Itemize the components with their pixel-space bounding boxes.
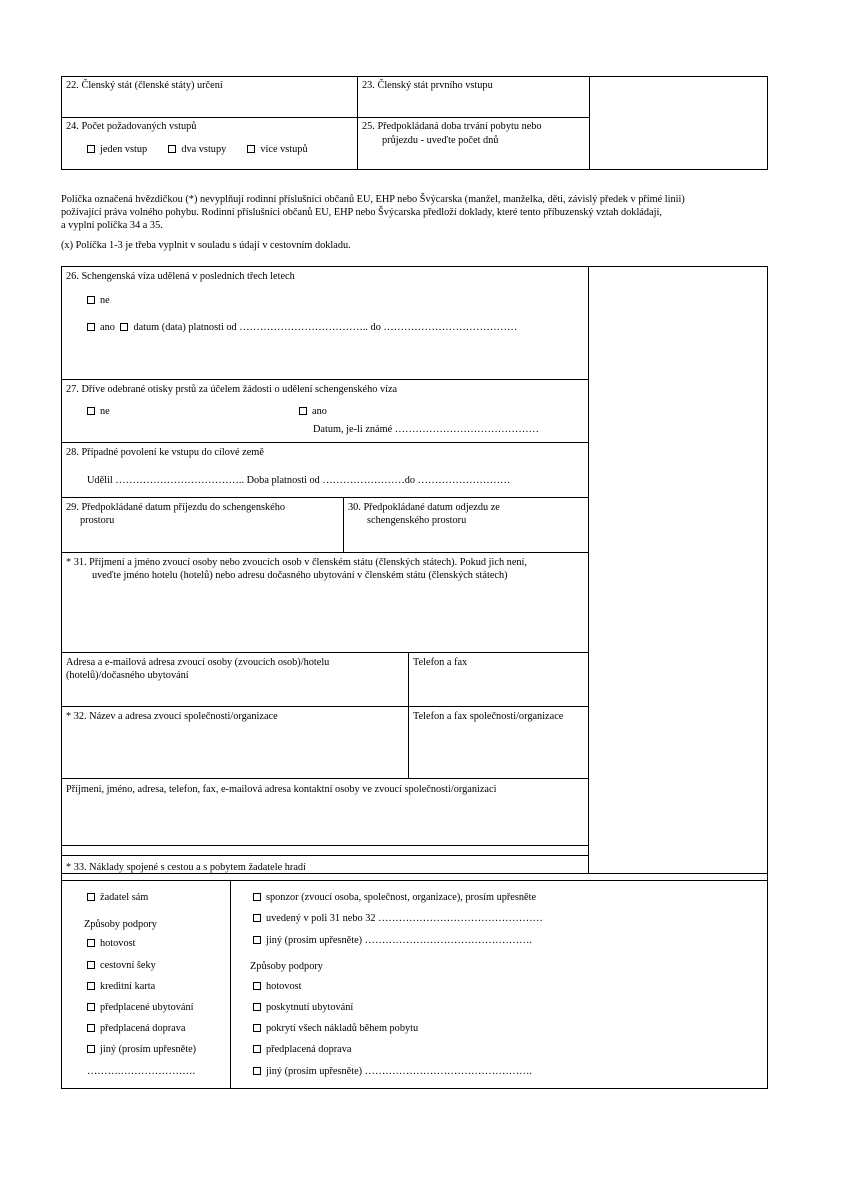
field-27-option-yes[interactable]: ano (299, 405, 327, 419)
field-25-label-line1: 25. Předpokládaná doba trvání pobytu nebo (362, 121, 542, 132)
checkbox[interactable] (87, 939, 95, 947)
field-27-date: Datum, je-li známé …………………………………… (313, 424, 539, 435)
option-multiple-entries[interactable]: více vstupů (247, 144, 307, 155)
table-border (61, 442, 588, 443)
checkbox[interactable] (87, 893, 95, 901)
field-26-label: 26. Schengenská víza udělená v posledních třech letech (66, 271, 295, 282)
field-31-label-line1: * 31. Příjmení a jméno zvoucí osoby nebo zvoucích osob v členském státu (členských státech). Pokud jich není, (66, 557, 527, 568)
table-border (61, 379, 588, 380)
field-24-options (87, 143, 308, 157)
field-25-label-line2: průjezdu - uveďte počet dnů (382, 135, 499, 146)
checkbox[interactable] (87, 961, 95, 969)
checkbox[interactable] (87, 407, 95, 415)
field-33-right-option-cash[interactable]: hotovost (253, 980, 301, 994)
table-border (61, 706, 588, 707)
table-border (61, 497, 588, 498)
checkbox[interactable] (253, 1067, 261, 1075)
field-33-right-option-prepaid-transport[interactable]: předplacená doprava (253, 1043, 351, 1057)
checkbox[interactable] (247, 145, 255, 153)
field-30-label-line2: schengenského prostoru (367, 515, 467, 526)
field-33-right-option-accommodation[interactable]: poskytnutí ubytování (253, 1001, 353, 1015)
field-28-line: Udělil ……………………………….. Doba platnosti od ……………………do ……………………… (87, 475, 511, 486)
field-33-right-means-title: Způsoby podpory (250, 961, 323, 972)
checkbox[interactable] (87, 145, 95, 153)
table-border (61, 76, 768, 77)
checkbox[interactable] (87, 1024, 95, 1032)
table-border (61, 169, 768, 170)
checkbox[interactable] (253, 1045, 261, 1053)
field-31-address-label-line1: Adresa a e-mailová adresa zvoucí osoby (zvoucích osob)/hotelu (66, 657, 330, 668)
checkbox[interactable] (253, 893, 261, 901)
checkbox[interactable] (168, 145, 176, 153)
table-border (61, 652, 588, 653)
field-33-left-option-cash[interactable]: hotovost (87, 937, 135, 951)
table-border (61, 880, 768, 881)
field-31-phone-label: Telefon a fax (413, 657, 468, 668)
table-border (61, 855, 588, 856)
field-33-left-option-other[interactable]: jiný (prosím upřesněte) (87, 1043, 196, 1057)
note-line-2: požívající práva volného pohybu. Rodinní příslušníci občanů EU, EHP nebo Švýcarska předloží doklady, které tento příbuzenský vztah dokládají, (61, 207, 662, 218)
checkbox[interactable] (253, 1024, 261, 1032)
checkbox[interactable] (87, 1045, 95, 1053)
table-border (61, 552, 588, 553)
table-border (61, 1088, 768, 1089)
field-33-option-sponsor-ref[interactable]: uvedený v poli 31 nebo 32 ………………………………………… (253, 912, 543, 926)
table-border (767, 266, 768, 1089)
field-27-label: 27. Dříve odebrané otisky prstů za účelem žádosti o udělení schengenského víza (66, 384, 398, 395)
table-border (61, 778, 588, 779)
table-border (588, 266, 589, 874)
field-29-label-line1: 29. Předpokládané datum příjezdu do schengenského (66, 502, 286, 513)
field-32-phone-label: Telefon a fax společnosti/organizace (413, 711, 564, 722)
field-33-option-applicant[interactable]: žadatel sám (87, 891, 148, 905)
checkbox[interactable] (253, 1003, 261, 1011)
checkbox[interactable] (253, 936, 261, 944)
field-33-left-option-prepaid-transport[interactable]: předplacená doprava (87, 1022, 185, 1036)
field-31-label-line2: uveďte jméno hotelu (hotelů) nebo adresu dočasného ubytování v členském státu (členských státech) (92, 570, 508, 581)
field-33-left-means-title: Způsoby podpory (84, 919, 157, 930)
field-29-label-line2: prostoru (80, 515, 115, 526)
field-26-option-no[interactable]: ne (87, 294, 110, 308)
field-32-label: * 32. Název a adresa zvoucí společnosti/organizace (66, 711, 278, 722)
field-33-left-option-prepaid-accommodation[interactable]: předplacené ubytování (87, 1001, 194, 1015)
table-border (61, 117, 589, 118)
checkbox[interactable] (299, 407, 307, 415)
field-24-label: 24. Počet požadovaných vstupů (66, 121, 197, 132)
field-30-label-line1: 30. Předpokládané datum odjezdu ze (348, 502, 500, 513)
field-22-label: 22. Členský stát (členské státy) určení (66, 80, 223, 91)
table-border (343, 497, 344, 553)
table-border (767, 76, 768, 170)
table-border (61, 266, 62, 1089)
field-27-option-no[interactable]: ne (87, 405, 110, 419)
field-33-right-option-other[interactable]: jiný (prosím upřesněte) …………………………………………. (253, 1065, 532, 1079)
note-line-3: a vyplní políčka 34 a 35. (61, 220, 163, 231)
field-33-option-sponsor-other[interactable]: jiný (prosím upřesněte) …………………………………………. (253, 934, 532, 948)
checkbox[interactable] (87, 323, 95, 331)
table-border (589, 76, 590, 170)
field-28-label: 28. Případné povolení ke vstupu do cílové země (66, 447, 264, 458)
checkbox[interactable] (87, 296, 95, 304)
field-32-contact-label: Příjmení, jméno, adresa, telefon, fax, e-mailová adresa kontaktní osoby ve zvoucí společnosti/organizaci (66, 784, 497, 795)
table-border (61, 845, 588, 846)
field-33-right-option-all-costs[interactable]: pokrytí všech nákladů během pobytu (253, 1022, 418, 1036)
option-two-entries[interactable]: dva vstupy (168, 144, 226, 155)
checkbox[interactable] (87, 1003, 95, 1011)
note-x: (x) Políčka 1-3 je třeba vyplnit v souladu s údaji v cestovním dokladu. (61, 240, 351, 251)
checkbox[interactable] (253, 982, 261, 990)
field-23-label: 23. Členský stát prvního vstupu (362, 80, 493, 91)
field-33-left-other-dots: ……….…………………. (87, 1066, 196, 1077)
field-26-option-yes[interactable]: ano datum (data) platnosti od ……………………………….. do ………………………………… (87, 321, 517, 335)
table-border (61, 76, 62, 170)
note-line-1: Políčka označená hvězdičkou (*) nevyplňují rodinní příslušníci občanů EU, EHP nebo Švýcarska (manžel, manželka, děti, závislý předek v přímé linii) (61, 194, 685, 205)
table-border (408, 652, 409, 779)
checkbox[interactable] (87, 982, 95, 990)
field-33-left-option-travellers-cheques[interactable]: cestovní šeky (87, 959, 156, 973)
table-border (357, 76, 358, 170)
table-border (61, 266, 768, 267)
field-26-dates: datum (data) platnosti od ……………………………….. do ………………………………… (133, 322, 518, 333)
field-31-address-label-line2: (hotelů)/dočasného ubytování (66, 670, 189, 681)
checkbox[interactable] (120, 323, 128, 331)
field-33-label: * 33. Náklady spojené s cestou a s pobytem žadatele hradí (66, 862, 306, 873)
field-33-option-sponsor[interactable]: sponzor (zvoucí osoba, společnost, organizace), prosím upřesněte (253, 891, 536, 905)
option-single-entry[interactable]: jeden vstup (87, 144, 147, 155)
table-border (230, 880, 231, 1089)
checkbox[interactable] (253, 914, 261, 922)
field-33-left-option-credit-card[interactable]: kreditní karta (87, 980, 155, 994)
